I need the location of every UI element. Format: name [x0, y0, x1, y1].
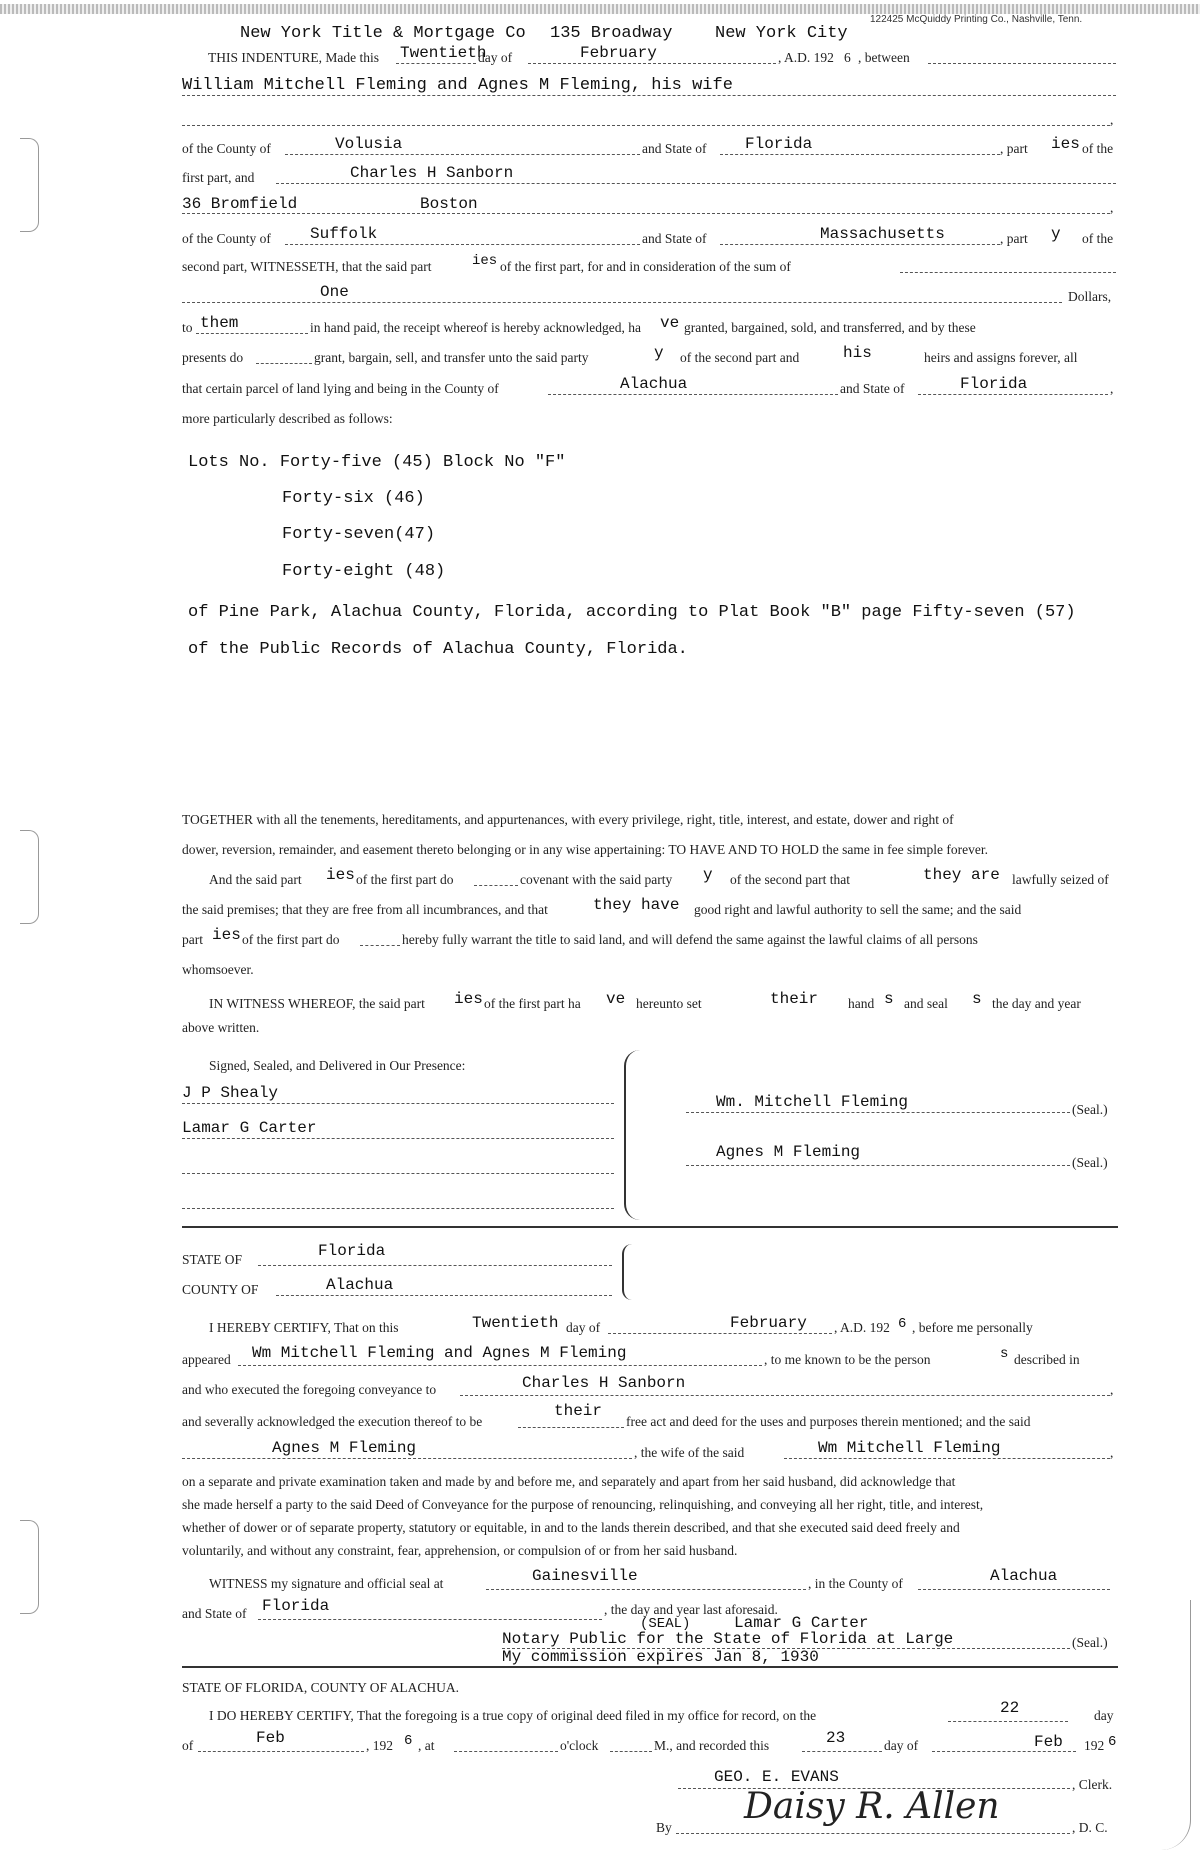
examination-1: on a separate and private examination taken and made by and before me, and separately and apart from her said husband, did acknowledge that	[182, 1474, 956, 1489]
witness-line-1	[182, 1103, 614, 1104]
signer-2: Agnes M Fleming	[716, 1143, 861, 1161]
record-recorded: M., and recorded this	[654, 1738, 770, 1753]
binding-tab	[20, 1520, 39, 1614]
warrant-suffix: ies	[212, 926, 241, 944]
binding-tab	[20, 830, 39, 924]
consideration-sum: One	[320, 283, 349, 301]
blank-line	[720, 244, 1000, 245]
record-at: , at	[418, 1738, 435, 1753]
warrant-a: part	[182, 932, 203, 947]
signer-line-1	[686, 1112, 1070, 1113]
record-day-2: 23	[826, 1729, 846, 1747]
record-oclock: o'clock	[560, 1738, 599, 1753]
blank-line	[928, 63, 1116, 64]
witness-line-2	[182, 1138, 614, 1139]
to-whom: them	[200, 314, 239, 332]
header-address: 135 Broadway	[550, 24, 673, 43]
covenant-e: lawfully seized of	[1012, 872, 1109, 887]
have-suffix: ve	[660, 314, 680, 332]
and-state-label-2: and State of	[642, 231, 707, 246]
wife-of: , the wife of the said	[634, 1445, 745, 1460]
section-divider	[182, 1226, 1118, 1228]
notary-name: Lamar G Carter	[734, 1614, 869, 1632]
witnesseth-b: of the first part, for and in consideration of the sum of	[500, 259, 791, 274]
page-corner-curl	[1160, 1600, 1191, 1850]
signer-1: Wm. Mitchell Fleming	[716, 1093, 909, 1111]
record-192-2: 192	[1084, 1738, 1105, 1753]
ack-their: their	[554, 1402, 603, 1420]
clerk-label: , Clerk.	[1072, 1777, 1113, 1792]
blank-line	[285, 154, 640, 155]
seal-label-2: (Seal.)	[1072, 1155, 1108, 1170]
comma: ,	[1110, 1445, 1114, 1460]
county-of-label: COUNTY OF	[182, 1282, 259, 1297]
deputy-clerk-signature: Daisy R. Allen	[744, 1786, 1000, 1827]
state-3: Florida	[960, 375, 1028, 393]
part-label: , part	[1000, 141, 1028, 156]
record-day-label: day	[1094, 1708, 1114, 1723]
blank-line	[182, 302, 1062, 303]
witness-1: J P Shealy	[182, 1084, 279, 1102]
blank-line	[285, 244, 640, 245]
recording-a: I DO HEREBY CERTIFY, That the foregoing is a true copy of original deed filed in my office for record, on the	[209, 1708, 817, 1723]
deputy-line	[676, 1833, 1070, 1834]
dollars-label: Dollars,	[1068, 289, 1112, 304]
blank-line	[182, 213, 1110, 214]
blank-line	[396, 63, 476, 64]
witness-line-3	[182, 1173, 614, 1174]
blank-line	[258, 1619, 602, 1620]
part-2-suffix: y	[1051, 225, 1061, 243]
together-p1a: TOGETHER with all the tenements, hereditaments, and appurtenances, with every privilege, right, title, interest, and estate, dower and right of	[182, 812, 954, 827]
county-2: Suffolk	[310, 225, 378, 243]
county-1: Volusia	[335, 135, 403, 153]
blank-line	[802, 1751, 882, 1752]
state-of-b: and State of	[182, 1606, 247, 1621]
persons-s: s	[1000, 1346, 1009, 1362]
premises-b: good right and lawful authority to sell the same; and the said	[694, 902, 1022, 917]
acknowledged-b: free act and deed for the uses and purposes therein mentioned; and the said	[626, 1414, 1031, 1429]
presents-c: of the second part and	[680, 350, 800, 365]
and-state-label-3: and State of	[840, 381, 905, 396]
witness-have-suffix: ve	[606, 990, 626, 1008]
to-label: to	[182, 320, 193, 335]
header-company: New York Title & Mortgage Co	[240, 24, 526, 43]
ack-county: Alachua	[326, 1276, 394, 1294]
ack-state-2: Florida	[262, 1597, 330, 1615]
blank-line	[720, 154, 1000, 155]
ad-label: , A.D. 192	[778, 50, 834, 65]
presents-d: heirs and assigns forever, all	[924, 350, 1078, 365]
record-192: , 192	[366, 1738, 393, 1753]
ack-year: 6	[898, 1316, 907, 1332]
blank-line	[360, 945, 400, 946]
between-label: , between	[858, 50, 910, 65]
premises-a: the said premises; that they are free from all incumbrances, and that	[182, 902, 548, 917]
granted-text: granted, bargained, sold, and transferred, and by these	[684, 320, 976, 335]
witness-e: and seal	[904, 996, 948, 1011]
known-person: , to me known to be the person	[764, 1352, 931, 1367]
ad-year: 6	[844, 50, 851, 65]
record-year-2: 6	[1108, 1734, 1117, 1750]
blank-line	[608, 1333, 832, 1334]
above-written: above written.	[182, 1020, 260, 1035]
legal-line-2: Forty-six (46)	[282, 489, 425, 508]
grantors: William Mitchell Fleming and Agnes M Fleming, his wife	[182, 76, 733, 95]
legal-line-3: Forty-seven(47)	[282, 525, 436, 544]
signer-line-2	[686, 1165, 1070, 1166]
parcel-a: that certain parcel of land lying and being in the County of	[182, 381, 499, 396]
ack-wife: Agnes M Fleming	[272, 1439, 417, 1457]
blank-line	[528, 63, 776, 64]
indenture-day: Twentieth	[400, 44, 487, 62]
witness-b: of the first part ha	[484, 996, 581, 1011]
top-border	[0, 4, 1200, 14]
witness-d: hand	[848, 996, 875, 1011]
covenant-party-suffix: y	[703, 866, 713, 884]
they-have: they have	[593, 896, 680, 914]
blank-line	[918, 1589, 1110, 1590]
state-2: Massachusetts	[820, 225, 945, 243]
legal-line-5: of Pine Park, Alachua County, Florida, according to Plat Book "B" page Fifty-seven (57)	[188, 603, 1076, 622]
certify-a: I HEREBY CERTIFY, That on this	[209, 1320, 399, 1335]
grantee-name: Charles H Sanborn	[350, 164, 514, 182]
blank-line	[196, 333, 308, 334]
notary-title: Notary Public for the State of Florida at Large	[502, 1630, 954, 1648]
blank-line	[548, 394, 838, 395]
ack-county-2: Alachua	[990, 1567, 1058, 1585]
appeared-label: appeared	[182, 1352, 231, 1367]
state-of-label: STATE OF	[182, 1252, 243, 1267]
covenant-d: of the second part that	[730, 872, 850, 887]
blank-line	[932, 1751, 1076, 1752]
witnesseth-suffix: ies	[472, 253, 498, 269]
recording-heading: STATE OF FLORIDA, COUNTY OF ALACHUA.	[182, 1680, 460, 1695]
record-month-2: Feb	[1034, 1733, 1063, 1751]
ack-month: February	[730, 1314, 807, 1332]
comma: ,	[1110, 200, 1114, 215]
witness-2: Lamar G Carter	[182, 1119, 317, 1137]
certify-b: day of	[566, 1320, 601, 1335]
record-year: 6	[404, 1733, 413, 1749]
warrant-c: hereby fully warrant the title to said land, and will defend the same against the lawful claims of all persons	[402, 932, 978, 947]
blank-line	[918, 394, 1108, 395]
blank-line	[948, 1721, 1068, 1722]
blank-line	[900, 272, 1116, 273]
certify-c: , A.D. 192	[834, 1320, 890, 1335]
day-of-label: day of	[478, 50, 513, 65]
notary-commission: My commission expires Jan 8, 1930	[502, 1648, 819, 1666]
seal-label-1: (Seal.)	[1072, 1102, 1108, 1117]
clerk-name: GEO. E. EVANS	[714, 1768, 839, 1786]
legal-line-4: Forty-eight (48)	[282, 562, 446, 581]
county-3: Alachua	[620, 375, 688, 393]
whomsoever: whomsoever.	[182, 962, 254, 977]
presents-b: grant, bargain, sell, and transfer unto the said party	[314, 350, 589, 365]
described-in: described in	[1014, 1352, 1080, 1367]
blank-line	[276, 1295, 612, 1296]
dc-label: , D. C.	[1072, 1820, 1108, 1835]
party-suffix: y	[654, 344, 664, 362]
witness-seal-a: WITNESS my signature and official seal at	[209, 1576, 444, 1591]
presence-label: Signed, Sealed, and Delivered in Our Presence:	[209, 1058, 466, 1073]
together-p1b: dower, reversion, remainder, and easement thereto belonging or in any wise appertaining: TO HAVE AND TO HOLD the same in fee simple forever.	[182, 842, 988, 857]
examination-2: she made herself a party to the said Deed of Conveyance for the purpose of renouncing, relinquishing, and conveying all her right, title, and interest,	[182, 1497, 984, 1512]
hand-paid: in hand paid, the receipt whereof is hereby acknowledged, ha	[310, 320, 641, 335]
hands-s: s	[884, 990, 894, 1008]
legal-line-1: Lots No. Forty-five (45) Block No "F"	[188, 453, 566, 472]
witnesseth-a: second part, WITNESSETH, that the said part	[182, 259, 432, 274]
their-1: their	[770, 990, 819, 1008]
binding-tab	[20, 138, 39, 232]
examination-4: voluntarily, and without any constraint, fear, apprehension, or compulsion of or from her said husband.	[182, 1543, 738, 1558]
seals-s: s	[972, 990, 982, 1008]
blank-line	[518, 1427, 624, 1428]
record-day: 22	[1000, 1699, 1020, 1717]
covenant-c: covenant with the said party	[520, 872, 673, 887]
part-1-suffix: ies	[1051, 135, 1080, 153]
described-label: more particularly described as follows:	[182, 411, 393, 426]
his-pronoun: his	[843, 344, 872, 362]
blank-line	[486, 1589, 806, 1590]
warrant-b: of the first part do	[242, 932, 340, 947]
blank-line	[182, 95, 1116, 96]
witness-f: the day and year	[992, 996, 1081, 1011]
header-city: New York City	[715, 24, 848, 43]
venue-brace	[622, 1244, 632, 1300]
comma: ,	[1110, 1382, 1114, 1397]
blank-line	[276, 183, 1116, 184]
comma: ,	[1110, 381, 1114, 396]
presents-a: presents do	[182, 350, 244, 365]
blank-line	[454, 1751, 558, 1752]
legal-line-6: of the Public Records of Alachua County, Florida.	[188, 640, 688, 659]
grantee-address-2: Boston	[420, 195, 478, 213]
examination-3: whether of dower or of separate property, statutory or equitable, in and to the lands therein described, and that she executed said deed freely and	[182, 1520, 960, 1535]
of-county-label: of the County of	[182, 141, 271, 156]
first-part-and: first part, and	[182, 170, 255, 185]
certify-d: , before me personally	[912, 1320, 1033, 1335]
acknowledged-a: and severally acknowledged the execution thereof to be	[182, 1414, 483, 1429]
signature-brace	[624, 1050, 640, 1220]
day-year-aforesaid: , the day and year last aforesaid.	[604, 1602, 778, 1617]
by-label: By	[656, 1820, 672, 1835]
blank-line	[784, 1458, 1110, 1459]
indenture-month: February	[580, 44, 657, 62]
of-the-label-2: of the	[1082, 231, 1114, 246]
blank-line	[198, 1751, 364, 1752]
blank-line	[258, 1265, 612, 1266]
ack-day: Twentieth	[472, 1314, 559, 1332]
witness-c: hereunto set	[636, 996, 702, 1011]
notary-seal-label: (Seal.)	[1072, 1635, 1108, 1650]
covenant-suffix: ies	[326, 866, 355, 884]
ack-grantee: Charles H Sanborn	[522, 1374, 686, 1392]
record-of-label: of	[182, 1738, 194, 1753]
and-state-label: and State of	[642, 141, 707, 156]
grantee-address-1: 36 Bromfield	[182, 195, 298, 213]
printer-stamp: 122425 McQuiddy Printing Co., Nashville, Tenn.	[870, 14, 1083, 25]
of-county-label-2: of the County of	[182, 231, 271, 246]
indenture-intro: THIS INDENTURE, Made this	[208, 50, 379, 65]
record-month: Feb	[256, 1729, 285, 1747]
ack-state: Florida	[318, 1242, 386, 1260]
blank-line	[474, 885, 518, 886]
ack-place: Gainesville	[532, 1567, 638, 1585]
of-the-label: of the	[1082, 141, 1114, 156]
record-day-of: day of	[884, 1738, 919, 1753]
covenant-a: And the said part	[209, 872, 302, 887]
comma: ,	[1110, 112, 1114, 127]
witness-seal-b: , in the County of	[808, 1576, 903, 1591]
they-are: they are	[923, 866, 1000, 884]
ack-husband: Wm Mitchell Fleming	[818, 1439, 1001, 1457]
witness-suffix: ies	[454, 990, 483, 1008]
blank-line	[182, 125, 1110, 126]
part-label-2: , part	[1000, 231, 1028, 246]
blank-line	[460, 1395, 1110, 1396]
blank-line	[256, 363, 312, 364]
witness-a: IN WITNESS WHEREOF, the said part	[209, 996, 425, 1011]
blank-line	[182, 1458, 632, 1459]
covenant-b: of the first part do	[356, 872, 454, 887]
blank-line	[238, 1365, 762, 1366]
ack-names: Wm Mitchell Fleming and Agnes M Fleming	[252, 1344, 627, 1362]
witness-line-4	[182, 1208, 614, 1209]
seal-mark: (SEAL)	[640, 1616, 691, 1632]
state-1: Florida	[745, 135, 813, 153]
blank-line	[610, 1751, 652, 1752]
executed-to: and who executed the foregoing conveyance to	[182, 1382, 437, 1397]
section-divider-2	[182, 1666, 1118, 1668]
